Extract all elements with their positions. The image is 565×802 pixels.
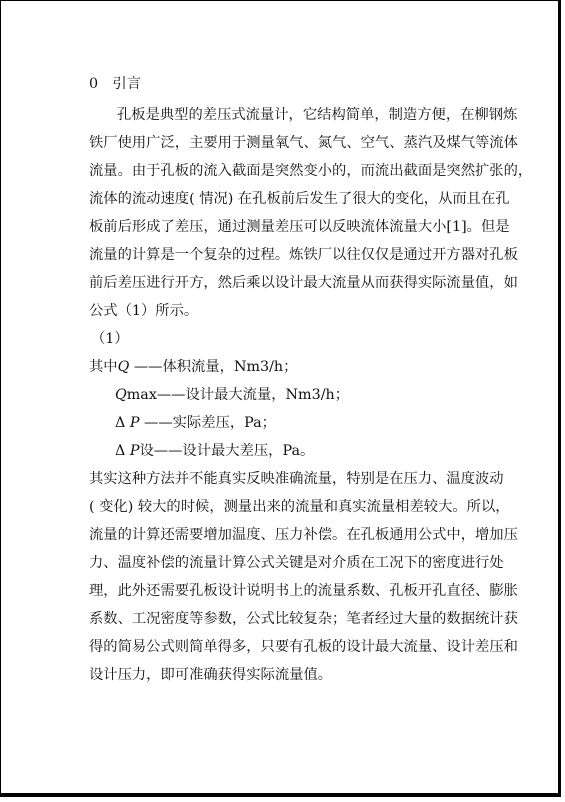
- definition-prefix: 其中: [89, 359, 118, 375]
- paragraph-line: 板前后形成了差压，通过测量差压可以反映流体流量大小[1]。但是: [89, 219, 510, 235]
- paragraph-line: 理，此外还需要孔板设计说明书上的流量系数、孔板开孔直径、膨胀: [89, 583, 518, 599]
- paragraph-line: 流体的流动速度( 情况) 在孔板前后发生了很大的变化，从而且在孔: [89, 191, 510, 207]
- definition-prefix: Δ: [115, 443, 130, 459]
- definition-desc: ——实际差压，Pa；: [139, 415, 276, 431]
- definition-delta-p-design: [89, 437, 484, 465]
- paragraph-intro: [89, 101, 533, 325]
- paragraph-line: 流量。由于孔板的流入截面是突然变小的，而流出截面是突然扩张的，: [89, 163, 533, 179]
- paragraph-line: 前后差压进行开方，然后乘以设计最大流量从而获得实际流量值，如: [89, 275, 518, 291]
- equation-label: （1）: [91, 331, 129, 347]
- paragraph-line: 力、温度补偿的流量计算公式关键是对介质在工况下的密度进行处: [89, 555, 504, 571]
- definition-q: [89, 353, 484, 381]
- paragraph-line: 流量的计算还需要增加温度、压力补偿。在孔板通用公式中，增加压: [89, 527, 518, 543]
- definition-desc: max——设计最大流量，Nm3/h；: [126, 387, 350, 403]
- paragraph-line: 孔板是典型的差压式流量计，它结构简单，制造方便，在柳钢炼: [117, 107, 518, 123]
- paragraph-line: 系数、工况密度等参数，公式比较复杂；笔者经过大量的数据统计获: [89, 611, 518, 627]
- paragraph-line: 铁厂使用广泛，主要用于测量氧气、氮气、空气、蒸汽及煤气等流体: [89, 135, 518, 151]
- paragraph-line: 其实这种方法并不能真实反映准确流量，特别是在压力、温度波动: [89, 471, 504, 487]
- definition-qmax: [89, 381, 484, 409]
- variable-definitions: [89, 353, 484, 465]
- paragraph-line: 公式（1）所示。: [89, 303, 199, 319]
- definition-prefix: Δ: [115, 415, 130, 431]
- definition-symbol: P: [129, 415, 140, 431]
- paragraph-line: 得的简易公式则简单得多，只要有孔板的设计最大流量、设计差压和: [89, 639, 518, 655]
- paragraph-line: 设计压力，即可准确获得实际流量值。: [89, 667, 333, 683]
- paragraph-discussion: [89, 465, 518, 689]
- section-heading: 0 引言: [89, 76, 141, 92]
- definition-desc: ——体积流量，Nm3/h；: [129, 359, 298, 375]
- definition-symbol: Q: [117, 359, 130, 375]
- definition-symbol: P: [129, 443, 140, 459]
- definition-delta-p: [89, 409, 484, 437]
- definition-symbol: Q: [115, 387, 127, 403]
- definition-desc: 设——设计最大差压，Pa。: [139, 443, 315, 459]
- paragraph-line: ( 变化) 较大的时候，测量出来的流量和真实流量相差较大。所以，: [89, 499, 510, 515]
- document-body: [89, 61, 533, 689]
- paragraph-line: 流量的计算是一个复杂的过程。炼铁厂以往仅仅是通过开方器对孔板: [89, 247, 518, 263]
